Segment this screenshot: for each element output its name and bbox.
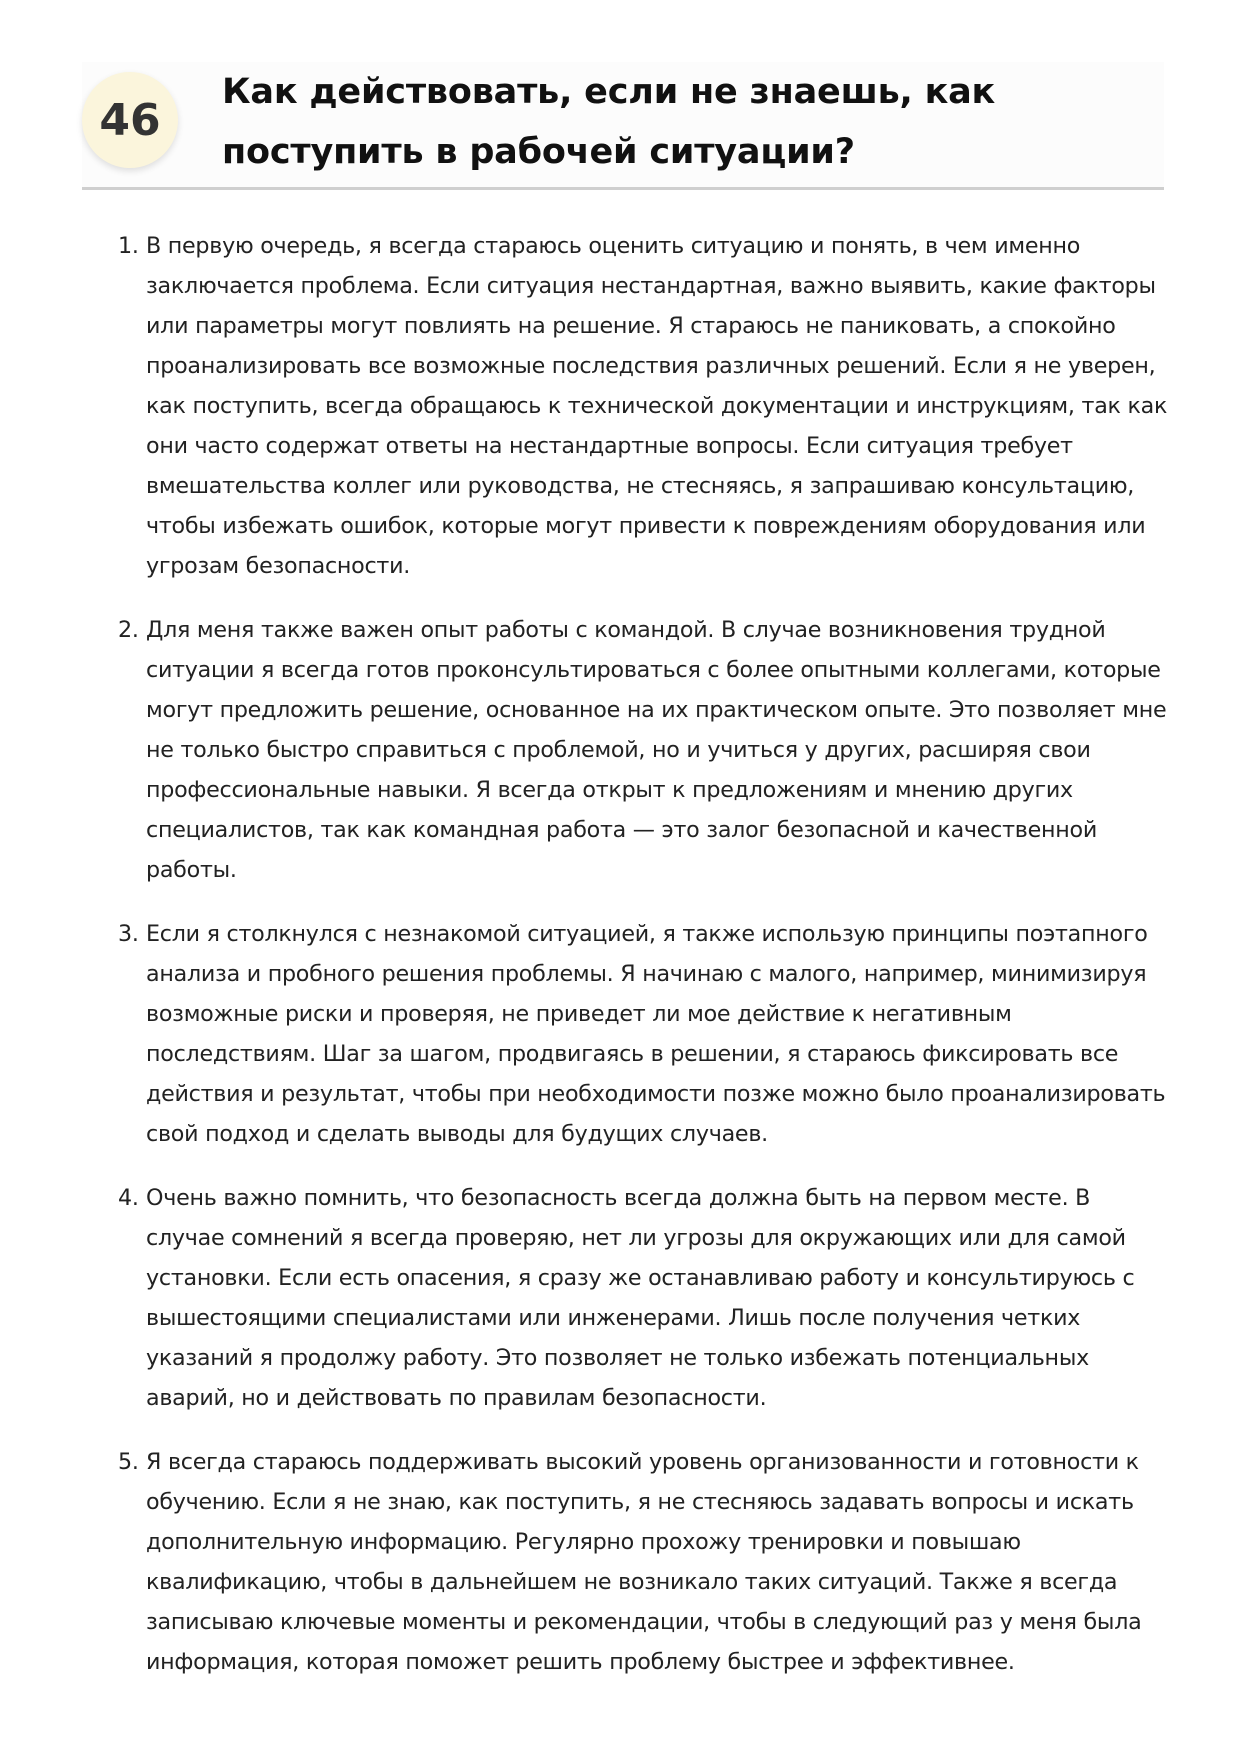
answer-number: 1. (118, 233, 139, 259)
question-number-badge: 46 (82, 72, 178, 168)
answer-text: В первую очередь, я всегда стараюсь оценить ситуацию и понять, в чем именно заключается проблема. Если ситуация нестандартная, важно выявить, какие факторы или параметры могут повлиять на решение. Я стараюсь не паниковать, а спокойно проанализировать все возможные последствия различных решений. Если я не уверен, как поступить, всегда обращаюсь к технической документации и инструкциям, так как они часто содержат ответы на нестандартные вопросы. Если ситуация требует вмешательства коллег или руководства, не стесняясь, я запрашиваю консультацию, чтобы избежать ошибок, которые могут привести к повреждениям оборудования или угрозам безопасности. (146, 233, 1168, 579)
answer-number: 3. (118, 921, 139, 947)
answer-text: Я всегда стараюсь поддерживать высокий уровень организованности и готовности к обучению. Если я не знаю, как поступить, я не стесняюсь задавать вопросы и искать дополнительную информацию. Регулярно прохожу тренировки и повышаю квалификацию, чтобы в дальнейшем не возникало таких ситуаций. Также я всегда записываю ключевые моменты и рекомендации, чтобы в следующий раз у меня была информация, которая поможет решить проблему быстрее и эффективнее. (146, 1449, 1142, 1675)
answer-text: Очень важно помнить, что безопасность всегда должна быть на первом месте. В случае сомнений я всегда проверяю, нет ли угрозы для окружающих или для самой установки. Если есть опасения, я сразу же останавливаю работу и консультируюсь с вышестоящими специалистами или инженерами. Лишь после получения четких указаний я продолжу работу. Это позволяет не только избежать потенциальных аварий, но и действовать по правилам безопасности. (146, 1185, 1135, 1411)
answer-item (112, 1178, 1172, 1418)
answer-item (112, 610, 1172, 890)
answer-text: Для меня также важен опыт работы с командой. В случае возникновения трудной ситуации я всегда готов проконсультироваться с более опытными коллегами, которые могут предложить решение, основанное на их практическом опыте. Это позволяет мне не только быстро справиться с проблемой, но и учиться у других, расширяя свои профессиональные навыки. Я всегда открыт к предложениям и мнению других специалистов, так как командная работа — это залог безопасной и качественной работы. (146, 617, 1167, 883)
question-title: Как действовать, если не знаешь, как поступить в рабочей ситуации? (222, 72, 996, 172)
question-header (82, 62, 1164, 190)
answer-number: 4. (118, 1185, 139, 1211)
answer-list (112, 226, 1172, 1706)
answer-item (112, 226, 1172, 586)
answer-text: Если я столкнулся с незнакомой ситуацией, я также использую принципы поэтапного анализа и пробного решения проблемы. Я начинаю с малого, например, минимизируя возможные риски и проверяя, не приведет ли мое действие к негативным последствиям. Шаг за шагом, продвигаясь в решении, я стараюсь фиксировать все действия и результат, чтобы при необходимости позже можно было проанализировать свой подход и сделать выводы для будущих случаев. (146, 921, 1166, 1147)
answer-item (112, 914, 1172, 1154)
answer-number: 5. (118, 1449, 139, 1475)
answer-number: 2. (118, 617, 139, 643)
answer-item (112, 1442, 1172, 1682)
